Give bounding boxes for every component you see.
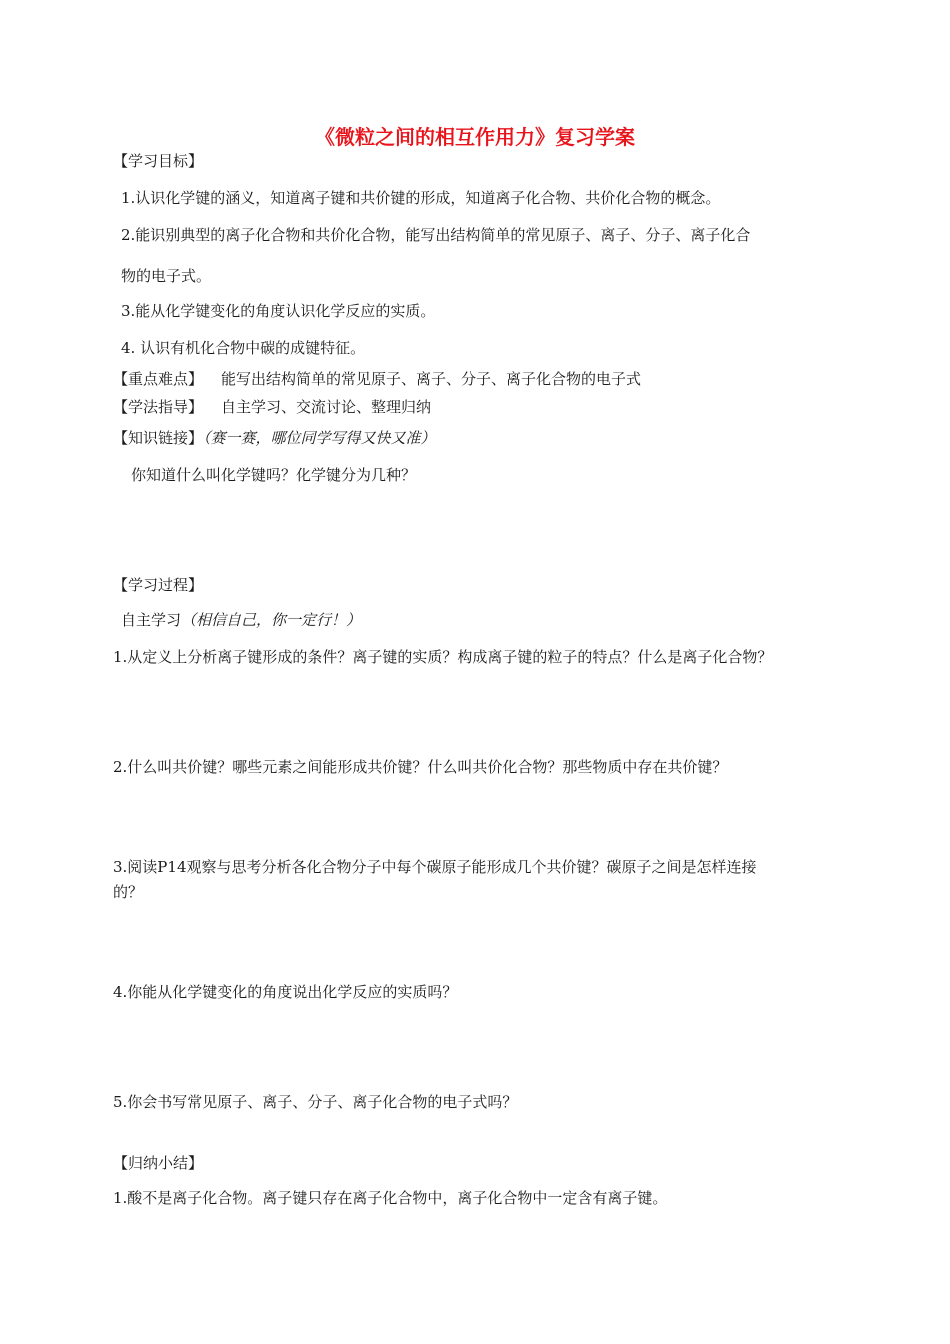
link-label: 【知识链接】	[113, 429, 204, 447]
process-question-2: 2.什么叫共价键？哪些元素之间能形成共价键？什么叫共价化合物？那些物质中存在共价键？	[113, 758, 728, 776]
process-question-4: 4.你能从化学键变化的角度说出化学反应的实质吗？	[113, 983, 458, 1001]
self-study-label: 自主学习	[121, 611, 182, 629]
process-question-3-continued: 的？	[113, 883, 144, 901]
link-note: （赛一赛，哪位同学写得又快又准）	[203, 429, 436, 447]
process-question-1: 1.从定义上分析离子键形成的条件？离子键的实质？构成离子键的粒子的特点？什么是离子化合物？	[113, 648, 773, 666]
key-points-label: 【重点难点】	[113, 370, 204, 388]
process-question-5: 5.你会书写常见原子、离子、分子、离子化合物的电子式吗？	[113, 1093, 518, 1111]
key-points-text: 能写出结构简单的常见原子、离子、分子、离子化合物的电子式	[221, 370, 642, 388]
objective-item-2-continued: 物的电子式。	[121, 267, 212, 285]
objective-item-1: 1.认识化学键的涵义，知道离子键和共价键的形成，知道离子化合物、共价化合物的概念。	[121, 189, 721, 207]
summary-item-1: 1.酸不是离子化合物。离子键只存在离子化合物中，离子化合物中一定含有离子键。	[113, 1189, 668, 1207]
objectives-heading: 【学习目标】	[113, 152, 204, 170]
method-label: 【学法指导】	[113, 398, 204, 416]
key-points-row	[113, 369, 641, 389]
process-question-3: 3.阅读P14观察与思考分析各化合物分子中每个碳原子能形成几个共价键？碳原子之间是怎样连接	[113, 858, 757, 876]
objective-item-4: 4. 认识有机化合物中碳的成键特征。	[121, 339, 366, 357]
link-row	[113, 428, 436, 448]
method-row	[113, 397, 431, 417]
summary-heading: 【归纳小结】	[113, 1154, 204, 1172]
self-study-row	[121, 610, 361, 630]
method-text: 自主学习、交流讨论、整理归纳	[221, 398, 432, 416]
objective-item-2: 2.能识别典型的离子化合物和共价化合物，能写出结构简单的常见原子、离子、分子、离子化合	[121, 226, 751, 244]
objective-item-3: 3.能从化学键变化的角度认识化学反应的实质。	[121, 302, 436, 320]
process-heading: 【学习过程】	[113, 576, 204, 594]
link-question: 你知道什么叫化学键吗？化学键分为几种？	[131, 466, 417, 484]
self-study-note: （相信自己，你一定行！）	[181, 611, 362, 629]
document-title: 《微粒之间的相互作用力》复习学案	[315, 125, 635, 149]
